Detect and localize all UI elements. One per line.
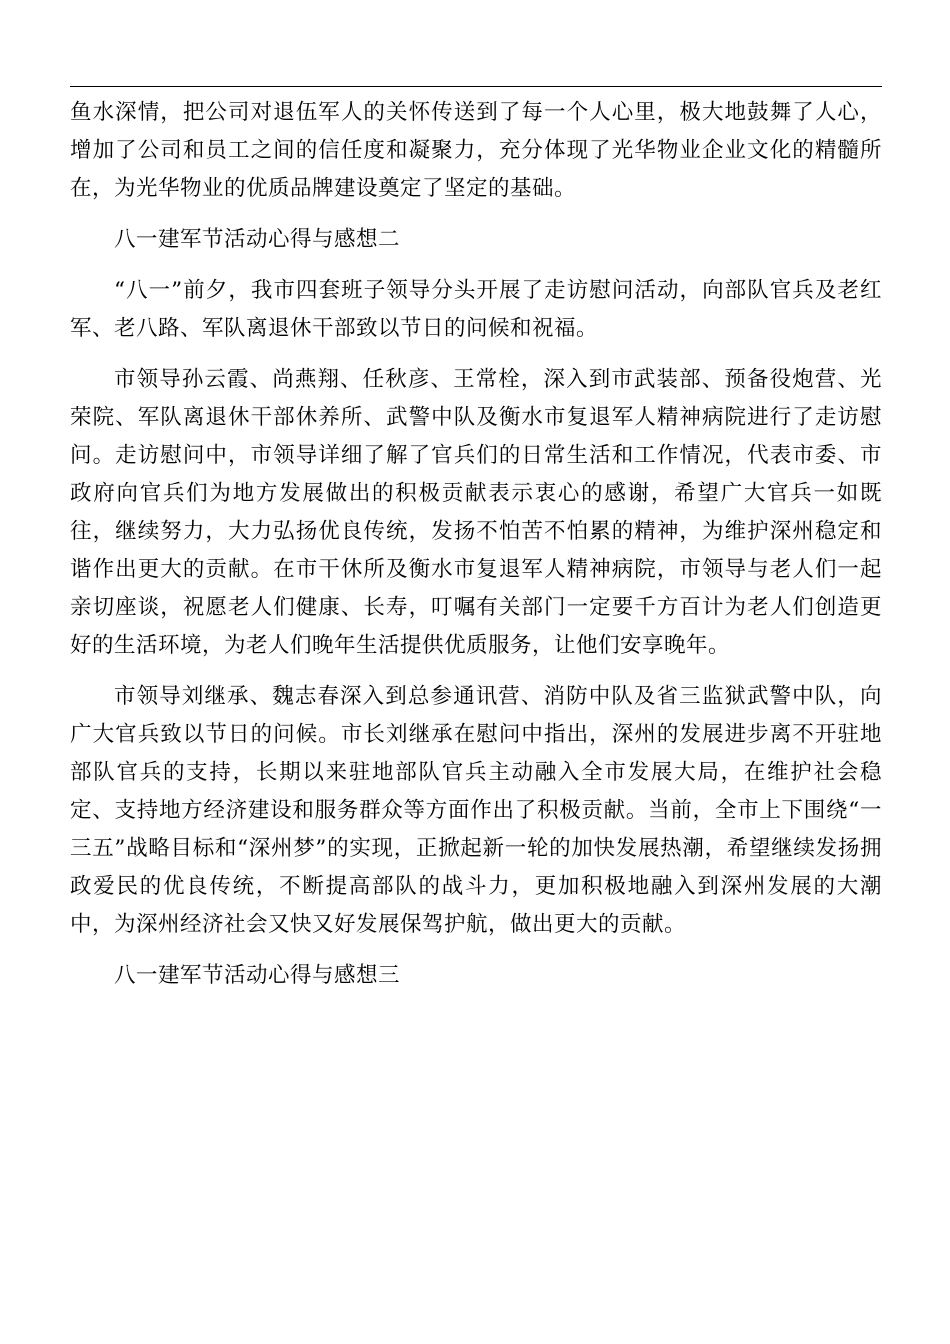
- section-heading-3: 八一建军节活动心得与感想三: [114, 963, 401, 988]
- paragraph-eve-visits: “八一”前夕，我市四套班子领导分头开展了走访慰问活动，向部队官兵及老红军、老八路、军队离退休干部致以节日的问候和祝福。: [70, 278, 882, 341]
- paragraph-mayor-remarks: 市领导刘继承、魏志春深入到总参通讯营、消防中队及省三监狱武警中队，向广大官兵致以节日的问候。市长刘继承在慰问中指出，深州的发展进步离不开驻地部队官兵的支持，长期以来驻地部队官兵主动融入全市发展大局，在维护社会稳定、支持地方经济建设和服务群众等方面作出了积极贡献。当前，全市上下围绕“一三五”战略目标和“深州梦”的实现，正掀起新一轮的加快发展热潮，希望继续发扬拥政爱民的优良传统，不断提高部队的战斗力，更加积极地融入到深州发展的大潮中，为深州经济社会又快又好发展保驾护航，做出更大的贡献。: [70, 684, 882, 937]
- document-body: [70, 94, 882, 995]
- paragraph-continuation: 鱼水深情，把公司对退伍军人的关怀传送到了每一个人心里，极大地鼓舞了人心，增加了公司和员工之间的信任度和凝聚力，充分体现了光华物业企业文化的精髓所在，为光华物业的优质品牌建设奠定了坚定的基础。: [70, 100, 882, 201]
- section-heading-2: 八一建军节活动心得与感想二: [114, 227, 401, 252]
- paragraph-leaders-visits: 市领导孙云霞、尚燕翔、任秋彦、王常栓，深入到市武装部、预备役炮营、光荣院、军队离退休干部休养所、武警中队及衡水市复退军人精神病院进行了走访慰问。走访慰问中，市领导详细了解了官兵们的日常生活和工作情况，代表市委、市政府向官兵们为地方发展做出的积极贡献表示衷心的感谢，希望广大官兵一如既往，继续努力，大力弘扬优良传统，发扬不怕苦不怕累的精神，为维护深州稳定和谐作出更大的贡献。在市干休所及衡水市复退军人精神病院，市领导与老人们一起亲切座谈，祝愿老人们健康、长寿，叮嘱有关部门一定要千方百计为老人们创造更好的生活环境，为老人们晚年生活提供优质服务，让他们安享晚年。: [70, 367, 882, 658]
- header-rule: [70, 86, 882, 87]
